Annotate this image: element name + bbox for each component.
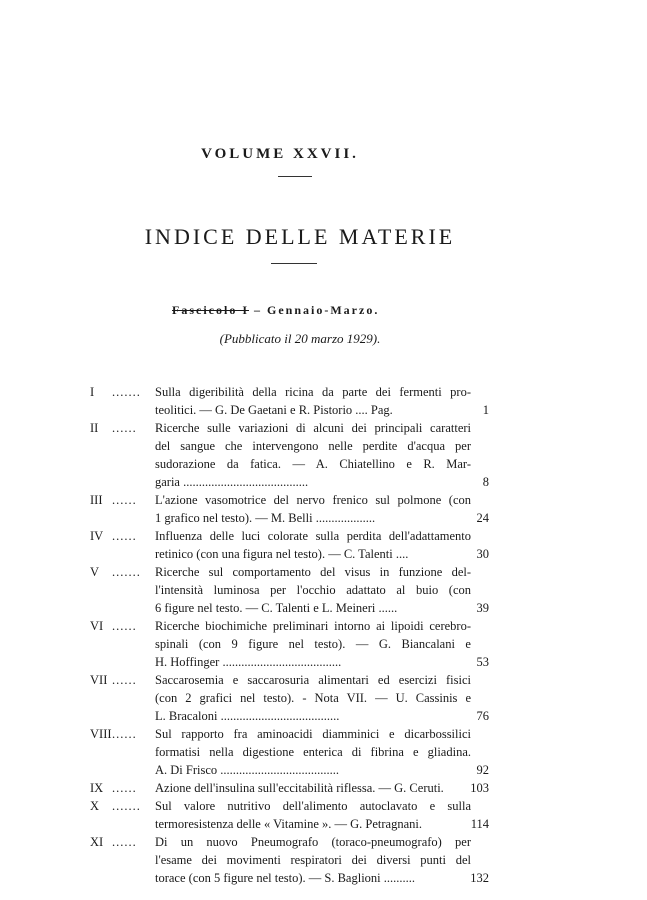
page-title: INDICE DELLE MATERIE: [144, 224, 456, 249]
toc-entry-line: [0, 473, 647, 491]
entry-number: X: [90, 799, 100, 813]
entry-text-line: H. Hoffinger ......................................: [155, 655, 342, 669]
toc-entry-line: [0, 581, 647, 599]
toc-entry-line: [0, 851, 647, 869]
toc-entry-line: [0, 743, 647, 761]
entry-number: I: [90, 385, 95, 399]
fascicolo-heading: [172, 303, 379, 318]
entry-leader: ......: [112, 619, 137, 633]
toc-entry-line: [0, 401, 647, 419]
entry-text-line: Sulla digeribilità della ricina da parte dei fermenti pro-: [155, 385, 471, 399]
toc-entry: [0, 527, 647, 545]
toc-entry-line: [0, 707, 647, 725]
publication-note: (Pubblicato il 20 marzo 1929).: [219, 331, 381, 346]
toc-entry-line: [0, 545, 647, 563]
toc-entry: [0, 671, 647, 689]
entry-text-line: sudorazione da fatica. — A. Chiatellino e R. Mar-: [155, 457, 471, 471]
entry-leader: ......: [112, 781, 137, 795]
fascicolo-label: Fascicolo I: [172, 303, 249, 317]
entry-page-number: 8: [482, 475, 489, 489]
entry-leader: .......: [112, 799, 141, 813]
toc-entry-line: [0, 635, 647, 653]
toc-entry: [0, 833, 647, 851]
toc-entry-line: [0, 599, 647, 617]
entry-text-line: l'esame dei movimenti respiratori dei diversi punti del: [155, 853, 471, 867]
entry-text-line: spinali (con 9 figure nel testo). — G. Biancalani e: [155, 637, 471, 651]
entry-number: II: [90, 421, 99, 435]
entry-text-line: formatisi nella digestione enterica di fibrina e gliadina.: [155, 745, 471, 759]
toc-entry-line: [0, 455, 647, 473]
toc-entry: [0, 419, 647, 437]
entry-number: V: [90, 565, 100, 579]
toc-entry: [0, 617, 647, 635]
entry-text-line: l'intensità luminosa per l'occhio adattato al buio (con: [155, 583, 471, 597]
entry-page-number: 39: [476, 601, 489, 615]
entry-page-number: 103: [470, 781, 489, 795]
entry-text-line: Ricerche sul comportamento del visus in funzione del-: [155, 565, 471, 579]
entry-leader: ......: [112, 673, 137, 687]
entry-leader: ......: [112, 529, 137, 543]
toc-entry-line: [0, 437, 647, 455]
entry-page-number: 132: [470, 871, 489, 885]
entry-text-line: retinico (con una figura nel testo). — C. Talenti ....: [155, 547, 409, 561]
entry-text-line: del sangue che intervengono nelle perdite d'acqua per: [155, 439, 471, 453]
toc-entry: [0, 779, 647, 797]
toc-entry-line: [0, 653, 647, 671]
entry-text-line: garia ........................................: [155, 475, 309, 489]
entry-text-line: teolitici. — G. De Gaetani e R. Pistorio .... Pag.: [155, 403, 393, 417]
entry-leader: ......: [112, 835, 137, 849]
toc-entry-line: [0, 869, 647, 887]
entry-text-line: A. Di Frisco ......................................: [155, 763, 340, 777]
entry-text-line: Di un nuovo Pneumografo (toraco-pneumografo) per: [155, 835, 471, 849]
entry-leader: ......: [112, 493, 137, 507]
entry-number: III: [90, 493, 103, 507]
entry-page-number: 24: [476, 511, 489, 525]
toc-entry-line: [0, 689, 647, 707]
toc-entry: [0, 491, 647, 509]
entry-leader: .......: [112, 565, 141, 579]
entry-number: VI: [90, 619, 104, 633]
entry-text-line: torace (con 5 figure nel testo). — S. Baglioni ..........: [155, 871, 416, 885]
entry-page-number: 114: [470, 817, 489, 831]
divider: [278, 176, 312, 177]
entry-number: IV: [90, 529, 104, 543]
toc-entry-line: [0, 761, 647, 779]
entry-page-number: 53: [476, 655, 489, 669]
toc-entry: [0, 383, 647, 401]
entry-text-line: 1 grafico nel testo). — M. Belli ...................: [155, 511, 376, 525]
entry-text-line: L'azione vasomotrice del nervo frenico sul polmone (con: [155, 493, 471, 507]
entry-number: VIII: [90, 727, 112, 741]
toc-entry-line: [0, 815, 647, 833]
fascicolo-separator: –: [249, 303, 267, 317]
entry-number: IX: [90, 781, 104, 795]
volume-heading: VOLUME XXVII.: [201, 146, 359, 162]
divider: [271, 263, 317, 264]
entry-text-line: Influenza delle luci colorate sulla perdita dell'adattamento: [155, 529, 471, 543]
entry-text-line: Sul valore nutritivo dell'alimento autoclavato e sulla: [155, 799, 471, 813]
entry-text-line: (con 2 grafici nel testo). - Nota VII. — U. Cassinis e: [155, 691, 471, 705]
entry-page-number: 1: [482, 403, 489, 417]
toc-entry: [0, 797, 647, 815]
entry-text-line: Sul rapporto fra aminoacidi diamminici e dicarbossilici: [155, 727, 471, 741]
entry-text-line: 6 figure nel testo. — C. Talenti e L. Meineri ......: [155, 601, 398, 615]
fascicolo-months: Gennaio-Marzo.: [267, 303, 380, 317]
entry-number: VII: [90, 673, 108, 687]
entry-leader: ......: [112, 727, 137, 741]
entry-leader: .......: [112, 385, 141, 399]
entry-text-line: termoresistenza delle « Vitamine ». — G. Petragnani.: [155, 817, 422, 831]
entry-page-number: 76: [476, 709, 489, 723]
entry-text-line: Ricerche sulle variazioni di alcuni dei principali caratteri: [155, 421, 471, 435]
toc-entry: [0, 563, 647, 581]
entry-page-number: 92: [476, 763, 489, 777]
toc-entry: [0, 725, 647, 743]
entry-text-line: Azione dell'insulina sull'eccitabilità riflessa. — G. Ceruti.: [155, 781, 444, 795]
entry-number: XI: [90, 835, 104, 849]
entry-page-number: 30: [476, 547, 489, 561]
entry-text-line: L. Bracaloni ......................................: [155, 709, 340, 723]
toc-entry-line: [0, 509, 647, 527]
entry-text-line: Ricerche biochimiche preliminari intorno ai lipoidi cerebro-: [155, 619, 471, 633]
entry-text-line: Saccarosemia e saccarosuria alimentari ed esercizi fisici: [155, 673, 471, 687]
entry-leader: ......: [112, 421, 137, 435]
